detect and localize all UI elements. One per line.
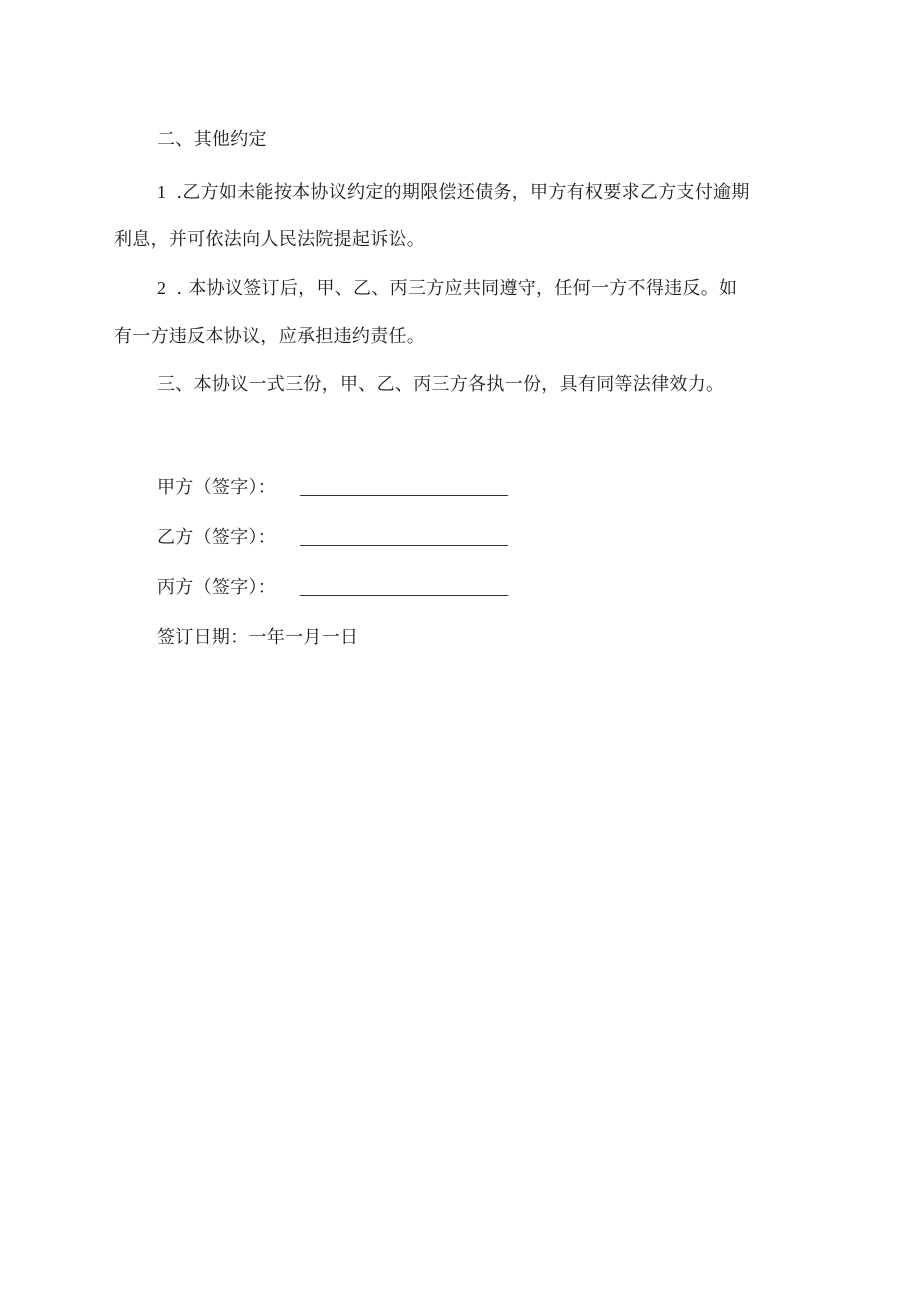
clause-1-number: 1 xyxy=(157,182,167,202)
clause-2-line-2: 有一方违反本协议，应承担违约责任。 xyxy=(114,326,426,347)
party-b-signature-line xyxy=(300,544,508,546)
clause-2-line-1 xyxy=(157,276,737,301)
clause-1-line-2: 利息，并可依法向人民法院提起诉讼。 xyxy=(114,229,426,250)
clause-1-text-1: .乙方如未能按本协议约定的期限偿还债务，甲方有权要求乙方支付逾期 xyxy=(176,182,750,203)
clause-2-text-1: . 本协议签订后，甲、乙、丙三方应共同遵守，任何一方不得违反。如 xyxy=(176,278,738,299)
party-c-signature-label: 丙方（签字）： xyxy=(157,577,277,598)
party-c-signature-line xyxy=(300,594,508,596)
clause-2-number: 2 xyxy=(157,278,167,298)
section-three-text: 三、本协议一式三份，甲、乙、丙三方各执一份，具有同等法律效力。 xyxy=(157,374,725,395)
section-two-heading: 二、其他约定 xyxy=(157,129,267,150)
party-b-signature-label: 乙方（签字）： xyxy=(157,527,277,548)
party-a-signature-line xyxy=(300,494,508,496)
party-a-signature-label: 甲方（签字）： xyxy=(157,477,277,498)
signing-date: 签订日期：一年一月一日 xyxy=(157,627,359,648)
clause-1-line-1 xyxy=(157,180,750,205)
